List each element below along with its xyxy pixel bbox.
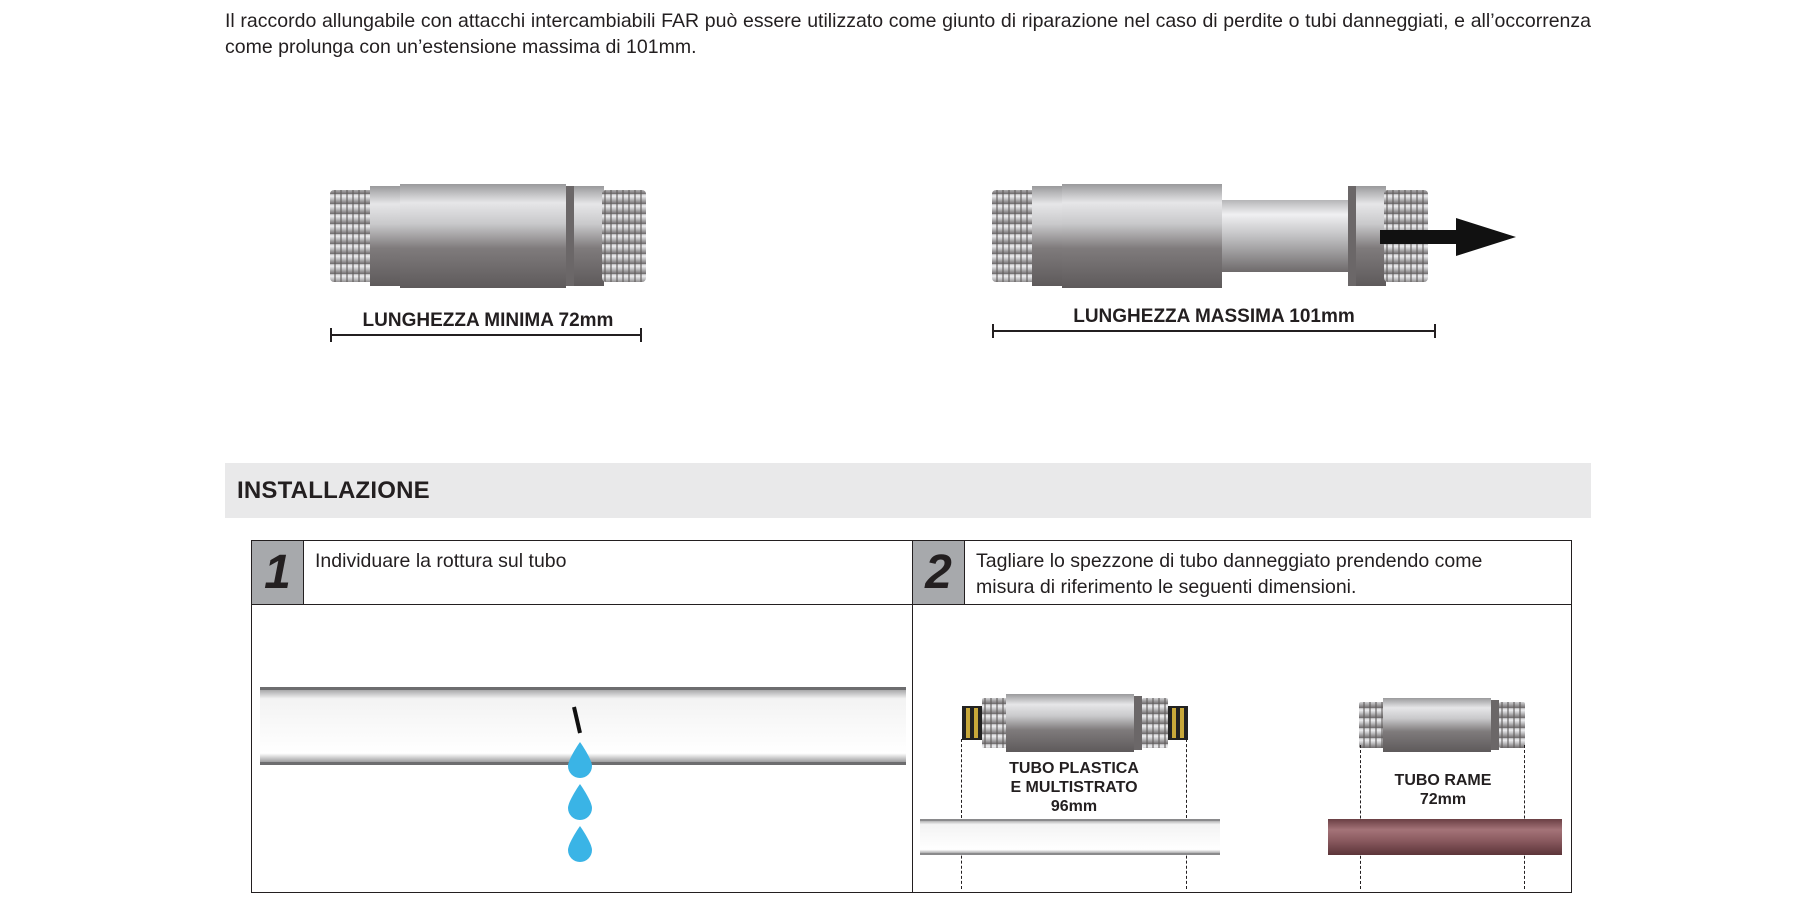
plastic-pipe-label-line1: TUBO PLASTICA bbox=[1009, 760, 1139, 777]
water-drop-icon bbox=[568, 826, 592, 862]
section-title: INSTALLAZIONE bbox=[237, 477, 430, 504]
plastic-cut-mark-right bbox=[1186, 739, 1187, 889]
step-2-text: Tagliare lo spezzone di tubo danneggiato prendendo come misura di riferimento le seguenti dimensioni. bbox=[976, 550, 1483, 598]
plastic-cut-mark-left bbox=[961, 739, 962, 889]
fitting-min-illustration bbox=[330, 184, 646, 292]
plastic-pipe-illustration bbox=[920, 817, 1220, 857]
min-length-label: LUNGHEZZA MINIMA 72mm bbox=[362, 310, 614, 331]
intro-paragraph: Il raccordo allungabile con attacchi intercambiabili FAR può essere utilizzato come giunto di riparazione nel caso di perdite o tubi danneggiati, e all’occorrenza come prolunga con un’estensione massima di 101mm. bbox=[225, 10, 1591, 58]
leaking-pipe-illustration bbox=[260, 687, 906, 887]
plastic-pipe-label-line3: 96mm bbox=[1050, 798, 1098, 815]
copper-pipe-label-line1: TUBO RAME bbox=[1394, 772, 1492, 789]
copper-pipe-label-line2: 72mm bbox=[1419, 791, 1467, 808]
step-1-text: Individuare la rottura sul tubo bbox=[315, 550, 567, 572]
max-length-dimension-line bbox=[992, 330, 1436, 332]
row-divider bbox=[252, 604, 1571, 605]
installation-steps-table bbox=[251, 540, 1572, 893]
fitting-max-illustration bbox=[992, 184, 1516, 292]
plastic-pipe-label bbox=[964, 759, 1184, 816]
plastic-pipe-fitting-illustration bbox=[962, 694, 1188, 752]
step-1-number: 1 bbox=[252, 541, 304, 604]
min-length-dimension-line bbox=[330, 334, 642, 336]
copper-pipe-fitting-illustration bbox=[1359, 698, 1525, 752]
water-drop-icon bbox=[568, 784, 592, 820]
copper-pipe-illustration bbox=[1328, 817, 1562, 857]
copper-pipe-label bbox=[1364, 771, 1522, 809]
step-2-number: 2 bbox=[913, 541, 965, 604]
plastic-pipe-label-line2: E MULTISTRATO bbox=[1010, 779, 1138, 796]
installation-section-header bbox=[225, 463, 1591, 518]
max-length-label: LUNGHEZZA MASSIMA 101mm bbox=[1073, 306, 1355, 327]
